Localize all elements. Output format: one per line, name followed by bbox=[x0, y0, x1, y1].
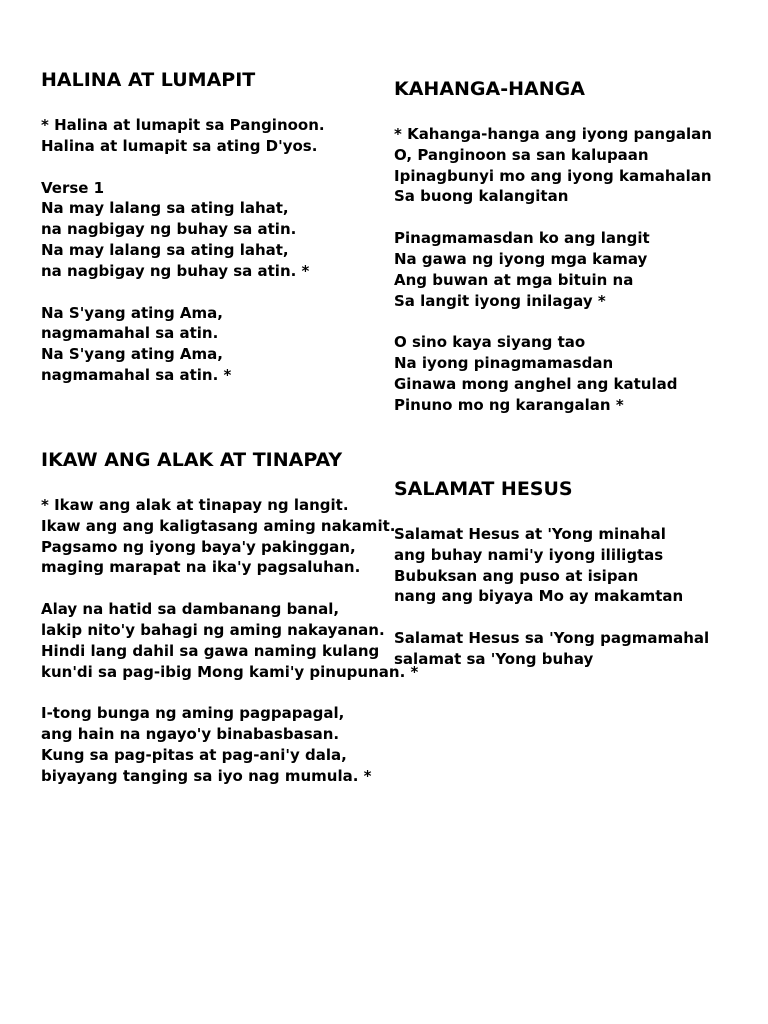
song-title: SALAMAT HESUS bbox=[394, 478, 573, 500]
lyric-line: ang hain na ngayo'y binabasbasan. bbox=[41, 725, 340, 744]
song-title: KAHANGA-HANGA bbox=[394, 78, 585, 100]
lyric-line: Kung sa pag-pitas at pag-ani'y dala, bbox=[41, 745, 347, 764]
song-lyrics bbox=[394, 524, 709, 670]
lyric-line: nang ang biyaya Mo ay makamtan bbox=[394, 587, 684, 606]
lyric-line: Ipinagbunyi mo ang iyong kamahalan bbox=[394, 166, 712, 185]
stanza bbox=[41, 599, 418, 682]
lyric-line: ang buhay nami'y iyong ililigtas bbox=[394, 545, 664, 564]
stanza bbox=[41, 178, 325, 282]
lyric-line: kun'di sa pag-ibig Mong kami'y pinupunan. * bbox=[41, 662, 419, 681]
song-title: HALINA AT LUMAPIT bbox=[41, 69, 256, 91]
lyric-line: Bubuksan ang puso at isipan bbox=[394, 566, 639, 585]
lyric-line: Ikaw ang ang kaligtasang aming nakamit. bbox=[41, 516, 396, 535]
song-lyrics bbox=[41, 115, 325, 386]
lyric-line: Na S'yang ating Ama, bbox=[41, 303, 223, 322]
lyric-line: Na may lalang sa ating lahat, bbox=[41, 199, 289, 218]
lyric-line: Salamat Hesus sa 'Yong pagmamahal bbox=[394, 629, 710, 648]
song-lyrics bbox=[394, 124, 712, 416]
lyric-line: Sa buong kalangitan bbox=[394, 187, 569, 206]
lyric-line: Ginawa mong anghel ang katulad bbox=[394, 374, 678, 393]
stanza bbox=[41, 115, 325, 157]
lyric-line: Sa langit iyong inilagay * bbox=[394, 291, 606, 310]
stanza bbox=[394, 124, 712, 207]
stanza bbox=[41, 495, 418, 578]
lyric-line: Na S'yang ating Ama, bbox=[41, 345, 223, 364]
lyric-line: Na gawa ng iyong mga kamay bbox=[394, 249, 648, 268]
stanza bbox=[394, 628, 709, 670]
lyric-line: Pagsamo ng iyong baya'y pakinggan, bbox=[41, 537, 356, 556]
song-kahanga-hanga bbox=[394, 78, 712, 437]
lyric-line: Halina at lumapit sa ating D'yos. bbox=[41, 136, 318, 155]
stanza bbox=[41, 703, 418, 786]
lyric-line: * Halina at lumapit sa Panginoon. bbox=[41, 116, 325, 134]
lyric-line: maging marapat na ika'y pagsaluhan. bbox=[41, 558, 361, 577]
song-lyrics bbox=[41, 495, 418, 787]
lyric-line: * Ikaw ang alak at tinapay ng langit. bbox=[41, 496, 349, 514]
lyric-line: O sino kaya siyang tao bbox=[394, 333, 586, 352]
lyric-line: na nagbigay ng buhay sa atin. bbox=[41, 220, 297, 239]
lyric-line: lakip nito'y bahagi ng aming nakayanan. bbox=[41, 620, 385, 639]
song-ikaw-ang-alak-at-tinapay bbox=[41, 449, 418, 808]
stanza bbox=[41, 303, 325, 386]
lyric-line: * Kahanga-hanga ang iyong pangalan bbox=[394, 125, 712, 143]
lyric-line: Ang buwan at mga bituin na bbox=[394, 270, 634, 289]
lyric-line: Salamat Hesus at 'Yong minahal bbox=[394, 525, 666, 543]
lyric-line: Na may lalang sa ating lahat, bbox=[41, 240, 289, 259]
lyric-line: Pinagmamasdan ko ang langit bbox=[394, 229, 650, 248]
lyric-line: Hindi lang dahil sa gawa naming kulang bbox=[41, 641, 380, 660]
stanza bbox=[394, 228, 712, 311]
lyric-line: Alay na hatid sa dambanang banal, bbox=[41, 600, 340, 619]
stanza bbox=[394, 524, 709, 607]
lyric-line: O, Panginoon sa san kalupaan bbox=[394, 145, 649, 164]
lyric-line: Verse 1 bbox=[41, 178, 105, 197]
lyric-line: I-tong bunga ng aming pagpapagal, bbox=[41, 704, 345, 723]
lyric-line: na nagbigay ng buhay sa atin. * bbox=[41, 261, 310, 280]
lyric-line: Pinuno mo ng karangalan * bbox=[394, 395, 624, 414]
lyric-line: nagmamahal sa atin. * bbox=[41, 365, 232, 384]
lyric-line: salamat sa 'Yong buhay bbox=[394, 649, 594, 668]
lyric-line: nagmamahal sa atin. bbox=[41, 324, 219, 343]
song-title: IKAW ANG ALAK AT TINAPAY bbox=[41, 449, 343, 471]
stanza bbox=[394, 332, 712, 415]
lyric-line: Na iyong pinagmamasdan bbox=[394, 354, 614, 373]
song-halina-at-lumapit bbox=[41, 69, 325, 407]
lyric-line: biyayang tanging sa iyo nag mumula. * bbox=[41, 766, 372, 785]
song-salamat-hesus bbox=[394, 478, 709, 691]
